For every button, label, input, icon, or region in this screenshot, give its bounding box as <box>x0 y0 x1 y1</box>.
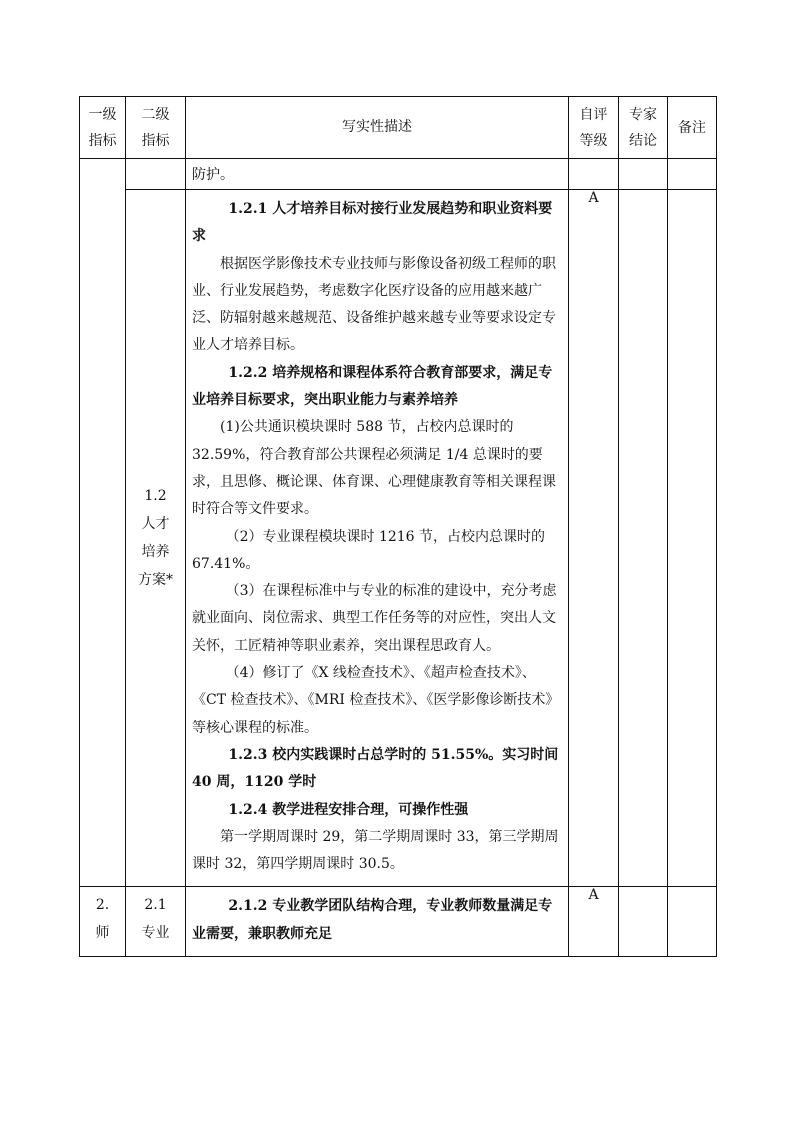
heading-1-2-4: 1.2.4 教学进程安排合理，可操作性强 <box>228 801 469 818</box>
header-row <box>80 97 717 159</box>
remarks-cell <box>668 159 717 190</box>
header-primary-indicator: 一级 指标 <box>80 97 126 159</box>
paragraph-1-2-1: 根据医学影像技术专业技师与影像设备初级工程师的职业、行业发展趋势，考虑数字化医疗设备的应用越来越广泛、防辐射越来越规范、设备维护越来越专业等要求设定专业人才培养目标。 <box>192 255 556 354</box>
continued-row <box>80 159 717 190</box>
secondary-indicator-1-2: 1.2 人才 培养 方案* <box>126 190 186 887</box>
paragraph-1-2-2-4: （4）修订了《X 线检查技术》、《超声检查技术》、《CT 检查技术》、《MRI 检查技术》、《医学影像诊断技术》等核心课程的标准。 <box>192 665 560 736</box>
expert-conclusion-1-2 <box>619 190 668 887</box>
header-remarks: 备注 <box>668 97 717 159</box>
primary-indicator-2: 2. 师 <box>80 887 126 957</box>
self-grade-cell <box>569 159 619 190</box>
expert-conclusion-cell <box>619 159 668 190</box>
secondary-indicator-2-1: 2.1 专业 <box>126 887 186 957</box>
primary-indicator-cell <box>80 159 126 887</box>
remarks-1-2 <box>668 190 717 887</box>
evaluation-table <box>79 96 717 957</box>
heading-1-2-2: 1.2.2 培养规格和课程体系符合教育部要求，满足专业培养目标要求，突出职业能力与素养培养 <box>192 364 553 409</box>
header-self-grade: 自评 等级 <box>569 97 619 159</box>
table-row-2-1 <box>80 887 717 957</box>
continued-text: 防护。 <box>186 159 569 190</box>
paragraph-1-2-4: 第一学期周课时 29，第二学期周课时 33，第三学期周课时 32，第四学期周课时 30.5。 <box>192 828 559 873</box>
paragraph-1-2-2-3: （3）在课程标准中与专业的标准的建设中，充分考虑就业面向、岗位需求、典型工作任务等的对应性，突出人文关怀，工匠精神等职业素养，突出课程思政育人。 <box>192 583 557 654</box>
heading-1-2-3: 1.2.3 校内实践课时占总学时的 51.55%。实习时间 40 周，1120 学时 <box>192 746 559 791</box>
self-grade-2-1: A <box>569 887 619 957</box>
paragraph-1-2-2-1: (1)公共通识模块课时 588 节，占校内总课时的32.59%，符合教育部公共课程必须满足 1/4 总课时的要求，且思修、概论课、体育课、心理健康教育等相关课程课时符合等文件要求。 <box>192 419 556 518</box>
header-expert-conclusion: 专家 结论 <box>619 97 668 159</box>
description-1-2 <box>186 190 569 887</box>
description-2-1 <box>186 887 569 957</box>
table-row-1-2 <box>80 190 717 887</box>
secondary-indicator-cell <box>126 159 186 190</box>
self-grade-1-2: A <box>569 190 619 887</box>
heading-1-2-1: 1.2.1 人才培养目标对接行业发展趋势和职业资料要求 <box>192 201 553 245</box>
remarks-2-1 <box>668 887 717 957</box>
header-secondary-indicator: 二级 指标 <box>126 97 186 159</box>
header-description: 写实性描述 <box>186 97 569 159</box>
paragraph-1-2-2-2: （2）专业课程模块课时 1216 节，占校内总课时的 67.41%。 <box>192 528 546 572</box>
heading-2-1-2: 2.1.2 专业教学团队结构合理，专业教师数量满足专业需要，兼职教师充足 <box>192 898 553 942</box>
expert-conclusion-2-1 <box>619 887 668 957</box>
